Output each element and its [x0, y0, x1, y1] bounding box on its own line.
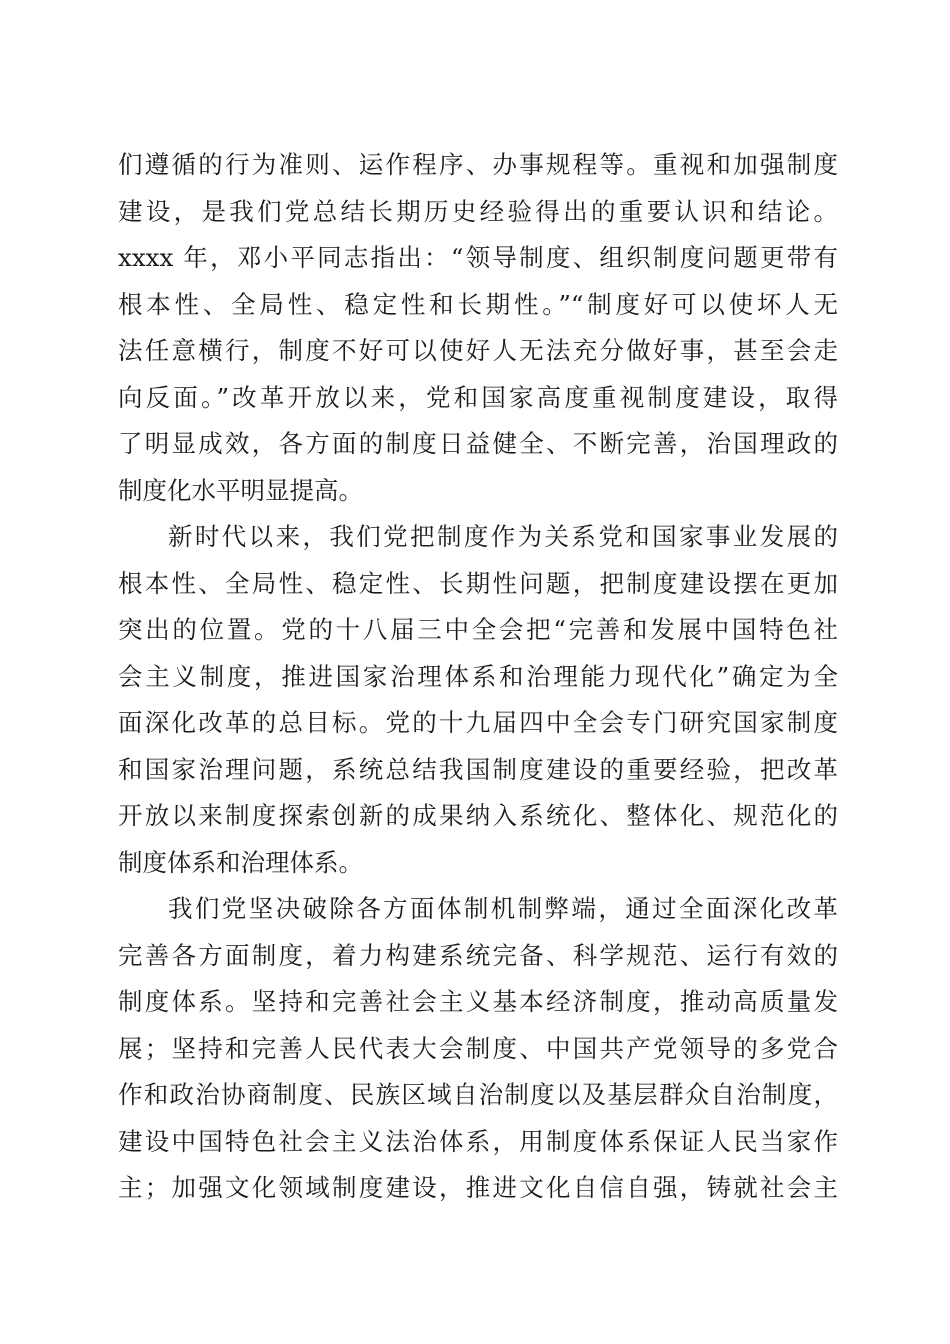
paragraph-1 — [118, 142, 838, 514]
paragraph-line: 作和政治协商制度、民族区域自治制度以及基层群众自治制度， — [118, 1080, 838, 1109]
paragraph-line: 展；坚持和完善人民代表大会制度、中国共产党领导的多党合 — [118, 1033, 838, 1063]
paragraph-line: 我们党坚决破除各方面体制机制弊端，通过全面深化改革 — [168, 894, 838, 923]
paragraph-line: xxxx 年，邓小平同志指出：“领导制度、组织制度问题更带有 — [118, 243, 838, 272]
paragraph-line: 们遵循的行为准则、运作程序、办事规程等。重视和加强制度 — [118, 150, 838, 179]
paragraph-3 — [118, 886, 838, 1212]
paragraph-line: 会主义制度，推进国家治理体系和治理能力现代化”确定为全 — [118, 661, 838, 691]
paragraph-line: 制度体系。坚持和完善社会主义基本经济制度，推动高质量发 — [118, 987, 838, 1016]
paragraph-line: 根本性、全局性、稳定性和长期性。”“制度好可以使坏人无 — [118, 289, 838, 319]
paragraph-line: 建设中国特色社会主义法治体系，用制度体系保证人民当家作 — [118, 1126, 838, 1156]
paragraph-line: 制度化水平明显提高。 — [118, 475, 363, 505]
paragraph-line: 了明显成效，各方面的制度日益健全、不断完善，治国理政的 — [118, 429, 838, 458]
paragraph-line: 法任意横行，制度不好可以使好人无法充分做好事，甚至会走 — [118, 336, 838, 365]
paragraph-line: 突出的位置。党的十八届三中全会把“完善和发展中国特色社 — [118, 615, 838, 644]
paragraph-line: 新时代以来，我们党把制度作为关系党和国家事业发展的 — [168, 522, 838, 551]
paragraph-line: 主；加强文化领域制度建设，推进文化自信自强，铸就社会主 — [118, 1173, 838, 1202]
paragraph-2 — [118, 514, 838, 886]
paragraph-line: 面深化改革的总目标。党的十九届四中全会专门研究国家制度 — [118, 708, 838, 737]
paragraph-line: 根本性、全局性、稳定性、长期性问题，把制度建设摆在更加 — [118, 568, 838, 598]
paragraph-line: 建设，是我们党总结长期历史经验得出的重要认识和结论。 — [118, 196, 838, 226]
paragraph-line: 和国家治理问题，系统总结我国制度建设的重要经验，把改革 — [118, 754, 838, 784]
paragraph-line: 制度体系和治理体系。 — [118, 847, 363, 877]
document-body — [118, 142, 838, 1212]
paragraph-line: 向反面。”改革开放以来，党和国家高度重视制度建设，取得 — [118, 382, 838, 412]
paragraph-line: 完善各方面制度，着力构建系统完备、科学规范、运行有效的 — [118, 940, 838, 970]
paragraph-line: 开放以来制度探索创新的成果纳入系统化、整体化、规范化的 — [118, 801, 838, 830]
